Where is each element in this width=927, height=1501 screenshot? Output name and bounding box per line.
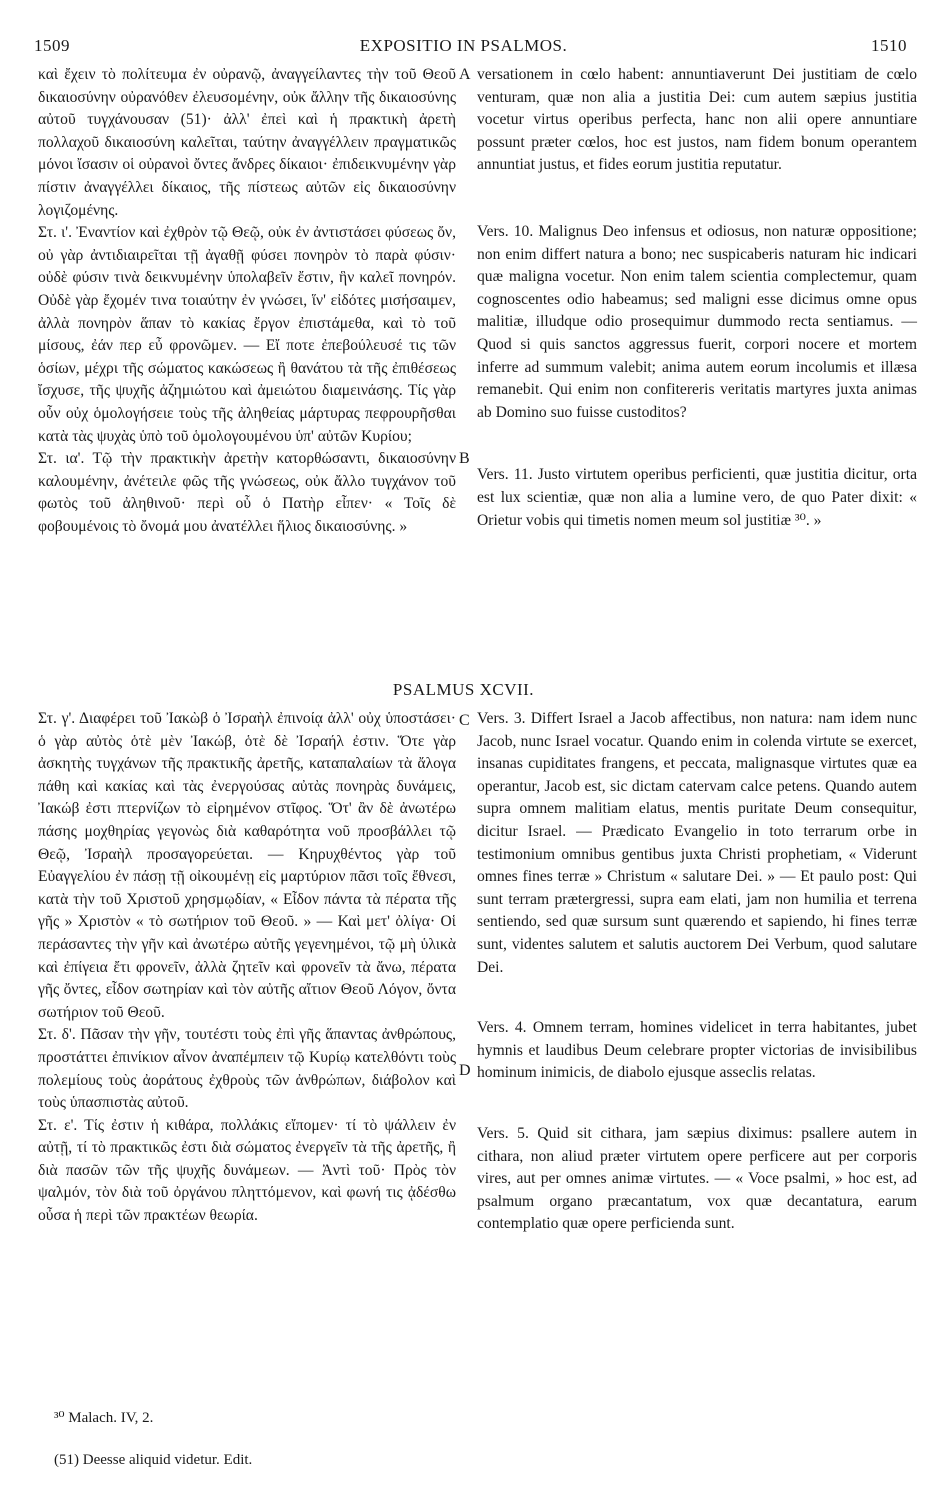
- margin-letter-c: C: [459, 712, 470, 729]
- greek-column-top: [38, 64, 456, 538]
- latin-column-top: [477, 64, 917, 532]
- footnote-30: ³⁰ Malach. IV, 2.: [54, 1410, 154, 1426]
- greek-paragraph: Στ. ε'. Τίς ἐστιν ἡ κιθάρα, πολλάκις εἴπομεν· τί τὸ ψάλλειν ἐν αὐτῇ, τί τὸ πρακτικῶς ἐστι διὰ σώματος ἐνεργεῖν τὰ τῆς ἀρετῆς, ἢ διὰ πασῶν τῶν τῆς ψυχῆς δυνάμεων. — Ἀντὶ τοῦ· Πρὸς τὸν ψαλμόν, τὸν διὰ τοῦ ὀργάνου πληττόμενον, καὶ φωνή τις ᾀδέσθω οὖσα ἡ περὶ τῶν πρακτέων θεωρία.: [38, 1116, 456, 1225]
- margin-letter-b: B: [459, 450, 470, 467]
- running-title: EXPOSITIO IN PSALMOS.: [359, 36, 568, 55]
- greek-column-bottom: [38, 708, 456, 1228]
- footnote-51: (51) Deesse aliquid videtur. Edit.: [54, 1452, 253, 1468]
- page-number-right: 1510: [871, 36, 907, 55]
- psalm-heading: PSALMUS XCVII.: [392, 680, 535, 699]
- greek-paragraph: Στ. γ'. Διαφέρει τοῦ Ἰακὼβ ὁ Ἰσραὴλ ἐπινοίᾳ ἀλλ' οὐχ ὑποστάσει· ὁ γὰρ αὐτὸς ὁτὲ μὲν Ἰακώβ, ὁτὲ δὲ Ἰσραήλ ἐστιν. Ὅτε γὰρ ἀσκητὴς τυγχάνων τῆς πρακτικῆς ἀρετῆς, καταπαλαίων τὰ ἄλογα πάθη καὶ κακίας καὶ τὰς ἐνεργούσας αὐτὰς πονηρὰς δυνάμεις, Ἰακώβ ἐστι πτερνίζων τὸ εἰρημένον στῖφος. Ὅτ' ἂν δὲ ἀνωτέρω πάσης μοχθηρίας γεγονὼς διὰ καθαρότητα νοῦ προσβάλλει τῷ Θεῷ, Ἰσραὴλ προσαγορεύεται. — Κηρυχθέντος γὰρ τοῦ Εὐαγγελίου ἐν πάσῃ τῇ οἰκουμένῃ εἰς μαρτύριον πᾶσι τοῖς ἔθνεσι, κατὰ τὴν τοῦ Χριστοῦ χρησμῳδίαν, « Εἶδον πάντα τὰ πέρατα τῆς γῆς » Χριστὸν « τὸ σωτήριον τοῦ Θεοῦ. » — Καὶ μετ' ὀλίγα· Οἱ περάσαντες τὴν γῆν καὶ ἀνωτέρω αὐτῆς γεγενημένοι, τῷ μὴ ὑλικὰ καὶ ἐπίγεια ἔτι φρονεῖν, ἀλλὰ ζητεῖν καὶ φρονεῖν τὰ ἄνω, πέρατα γῆς ὄντες, εἶδον σωτηρίαν καὶ τὸν αὐτῆς αἴτιον Θεοῦ Λόγον, ὄντα σωτήριον τοῦ Θεοῦ.: [38, 710, 456, 1021]
- greek-paragraph: καὶ ἔχειν τὸ πολίτευμα ἐν οὐρανῷ, ἀναγγείλαντες τὴν τοῦ Θεοῦ δικαιοσύνην οὐρανόθεν ἐλευσομένην, οὐκ ἄλλην τῆς δικαιοσύνης αὐτοῦ τυγχάνουσαν (51)· ἀλλ' ἐπεὶ καὶ ἡ πρακτικὴ ἀρετὴ πολλαχοῦ δικαιοσύνη καλεῖται, ταύτην ἀναγγέλλειν πραγματικῶς μόνοι ἴσασιν οἱ οὐρανοὶ ὄντες ἄνδρες δίκαιοι· ἐπιδεικνυμένην γὰρ πίστιν ἀναγγέλλει δίκαιος, τῆς πίστεως αὐτῶν εἰς δικαιοσύνην λογιζομένης.: [38, 66, 456, 219]
- latin-paragraph: Vers. 3. Differt Israel a Jacob affectibus, non natura: nam idem nunc Jacob, nunc Israel vocatur. Quando enim in colenda virtute se exercet, insanas cupiditates frangens, et peccata, malignasque virtutes quæ ea operantur, Jacob est, sic dictam catervam calce petens. Quando autem supra omnem malitiam elatus, mentis puritate Deum consequitur, dicitur Israel. — Prædicato Evangelio in toto terrarum orbe in testimonium omnibus gentibus juxta Christi prophetiam, « Viderunt omnes fines terræ » Christum « salutare Dei. » — Et paulo post: Qui sunt terram prætergressi, supra eam elati, jam non humilia et terrena sentiendo, sed quæ sursum sunt quærendo et sapiendo, hi fines terræ sunt, videntes salutem et salutis auctorem Dei Verbum, quod salutare Dei.: [477, 710, 917, 976]
- greek-paragraph: Στ. ια'. Τῷ τὴν πρακτικὴν ἀρετὴν κατορθώσαντι, δικαιοσύνην καλουμένην, ἀνέτειλε φῶς τῆς γνώσεως, οὐκ ἄλλο τυγχάνον τοῦ φωτὸς τοῦ ἀληθινοῦ· περὶ οὗ ὁ Πατὴρ εἶπεν· « Τοῖς δὲ φοβουμένοις τὸ ὄνομά μου ἀνατέλλει ἥλιος δικαιοσύνης. »: [38, 450, 456, 535]
- latin-column-bottom: [477, 708, 917, 1236]
- latin-paragraph: Vers. 11. Justo virtutem operibus perficienti, quæ justitia dicitur, orta est lux scientiæ, quæ non alia a lumine vero, de quo Pater dixit: « Orietur vobis qui timetis nomen meum sol justitiæ ³⁰. »: [477, 466, 917, 529]
- latin-paragraph: Vers. 4. Omnem terram, homines videlicet in terra habitantes, jubet hymnis et laudibus Deum celebrare propter victorias de invisibilibus hominum inimicis, de diabolo ejusque asseclis relatas.: [477, 1019, 917, 1082]
- greek-paragraph: Στ. δ'. Πᾶσαν τὴν γῆν, τουτέστι τοὺς ἐπὶ γῆς ἅπαντας ἀνθρώπους, προστάττει ἐπινίκιον αἶνον ἀναπέμπειν τῷ Κυρίῳ κατελθόντι τοὺς πολεμίους τοὺς ἀοράτους ἐχθροὺς τῶν ἀνθρώπων, διάβολον καὶ τοὺς ὑπασπιστὰς αὐτοῦ.: [38, 1026, 456, 1112]
- greek-paragraph: Στ. ι'. Ἐναντίον καὶ ἐχθρὸν τῷ Θεῷ, οὐκ ἐν ἀντιστάσει φύσεως ὄν, οὐ γὰρ ἀντιδιαιρεῖται τῇ ἀγαθῇ φύσει πονηρὸν τὸ παρὰ φύσιν· οὐδὲ φύσιν τινὰ δεικνυμένην ὑπολαβεῖν ἔστιν, ἣν καλεῖ πονηρόν. Οὐδὲ γὰρ ἔχομέν τινα τοιαύτην ἐν γνώσει, ἵν' εἰδότες μισήσαιμεν, ἀλλὰ πονηρὸν ἅπαν τὸ κακίας ἔργον ἐπιστάμεθα, καὶ τὸ τοῦ μίσους, ἐάν περ εὖ φρονῶμεν. — Εἴ ποτε ἐπεβούλευσέ τις τῶν ὁσίων, μέχρι τῆς σώματος κακώσεως ἢ θανάτου τὰ τῆς ἐπιθέσεως ἴσχυσε, τῆς ψυχῆς ἀζημιώτου καὶ ἀμειώτου διαμεινάσης. Τίς γὰρ οὖν οὐχ ὁμολογήσειε τοὺς τῆς ἀληθείας μάρτυρας πεφρουρῆσθαι κατὰ τὰς ψυχὰς ὑπὸ τοῦ ὁμολογουμένου ὑπ' αὐτῶν Κυρίου;: [38, 224, 456, 445]
- page-number-left: 1509: [34, 36, 70, 55]
- margin-letter-d: D: [459, 1062, 471, 1079]
- latin-paragraph: Vers. 10. Malignus Deo infensus et odiosus, non naturæ oppositione; non enim differt natura a bono; nec suspicaberis naturam hic indicari quæ maligna vocetur. Non enim talem scientia complectemur, quam cognoscentes odio habeamus; sed maligni esse dicimus omne opus malitiæ, illudque odio prosequimur dummodo recta sentiamus. — Quod si quis sanctos aggressus fuerit, corpori nocere et mortem inferre ad summum valebit; anima autem eorum incolumis et illæsa remanebit. Qui enim non confitereris veritatis martyres juxta animas ab Domino suo fuisse custoditos?: [477, 222, 917, 421]
- margin-letter-a: A: [459, 66, 471, 83]
- latin-paragraph: Vers. 5. Quid sit cithara, jam sæpius diximus: psallere autem in cithara, non aliud præter virtutem opere perficere aut per corporis vires, aut per omnes animæ virtutes. — « Voce psalmi, » hoc est, ad psalmum organo præcantatum, vox quæ decantatura, earum contemplatio quæ opere perficienda sunt.: [477, 1124, 917, 1233]
- latin-paragraph: versationem in cœlo habent: annuntiaverunt Dei justitiam de cœlo venturam, quæ non alia a justitia Dei: cum autem sæpius justitia vocetur virtus operibus perfecta, hanc non alii opere annuntiare possunt præter cœlos, hoc est justos, nam fidem bonum operantem annuntiat justus, et fides eorum justitia reputatur.: [477, 66, 917, 174]
